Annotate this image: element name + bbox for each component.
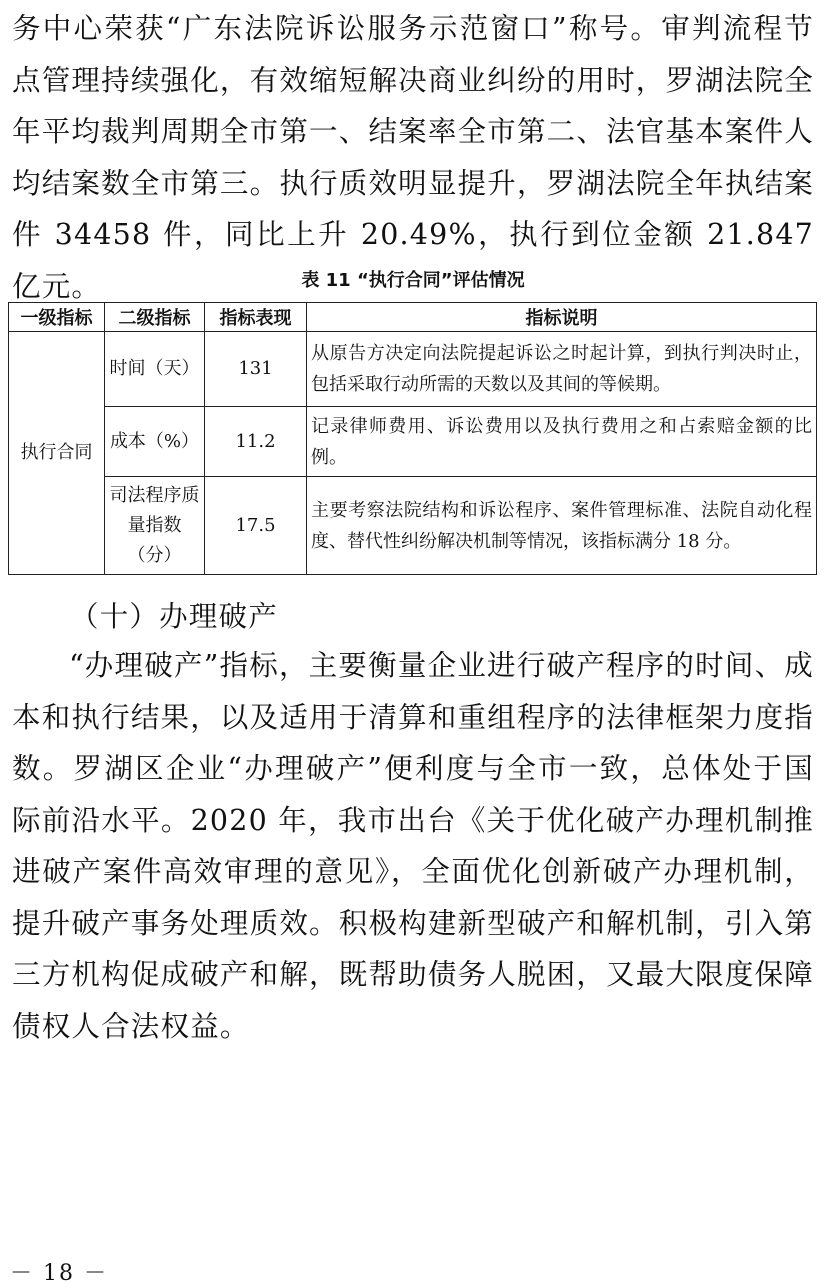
second-level-cell: 司法程序质量指数（分） [105,477,205,575]
header-second-level: 二级指标 [105,303,205,332]
value-cell: 131 [205,332,307,407]
header-description: 指标说明 [307,303,817,332]
table-row [9,477,817,575]
description-cell: 主要考察法院结构和诉讼程序、案件管理标准、法院自动化程度、替代性纠纷解决机制等情况，该指标满分 18 分。 [307,477,817,575]
description-cell: 记录律师费用、诉讼费用以及执行费用之和占索赔金额的比例。 [307,407,817,477]
body-paragraph-bankruptcy: “办理破产”指标，主要衡量企业进行破产程序的时间、成本和执行结果，以及适用于清算和重组程序的法律框架力度指数。罗湖区企业“办理破产”便利度与全市一致，总体处于国际前沿水平。2020 年，我市出台《关于优化破产办理机制推进破产案件高效审理的意见》，全面优化创新破产办理机制，提升破产事务处理质效。积极构建新型破产和解机制，引入第三方机构促成破产和解，既帮助债务人脱困，又最大限度保障债权人合法权益。 [12,649,814,1043]
table-row [9,332,817,407]
description-cell: 从原告方决定向法院提起诉讼之时起计算，到执行判决时止，包括采取行动所需的天数以及其间的等候期。 [307,332,817,407]
first-level-cell: 执行合同 [9,332,105,575]
section-heading: （十）办理破产 [70,600,278,633]
page-number: － 18 － [10,1261,108,1286]
table-caption: 表 11 “执行合同”评估情况 [301,270,525,291]
second-level-cell: 成本（%） [105,407,205,477]
enforcing-contracts-table [8,302,817,575]
value-cell: 11.2 [205,407,307,477]
second-level-cell: 时间（天） [105,332,205,407]
table-row [9,407,817,477]
header-performance: 指标表现 [205,303,307,332]
table-header-row [9,303,817,332]
body-paragraph-court-services: 务中心荣获“广东法院诉讼服务示范窗口”称号。审判流程节点管理持续强化，有效缩短解决商业纠纷的用时，罗湖法院全年平均裁判周期全市第一、结案率全市第二、法官基本案件人均结案数全市第三。执行质效明显提升，罗湖法院全年执结案件 34458 件，同比上升 20.49%，执行到位金额 21.847 亿元。 [12,12,814,303]
header-first-level: 一级指标 [9,303,105,332]
value-cell: 17.5 [205,477,307,575]
